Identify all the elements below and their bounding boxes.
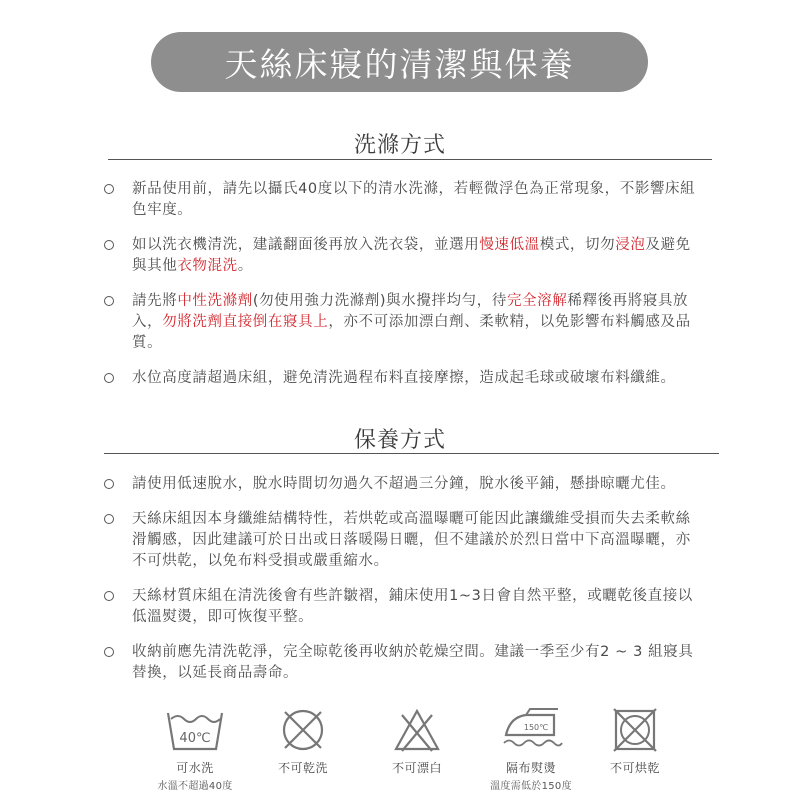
body-text: 稀釋後再將寢具放入， [132, 293, 689, 330]
list-item-text [132, 474, 704, 495]
title-banner [151, 32, 648, 92]
list-item-text [132, 291, 704, 354]
list-item-text [132, 586, 704, 628]
circle-bullet-icon [104, 591, 114, 601]
highlight-text: 慢速低溫 [479, 237, 540, 253]
list-item [104, 509, 704, 572]
wash-section-divider [108, 159, 712, 160]
list-item-text [132, 509, 704, 572]
iron-sub: 溫度需低於150度 [490, 781, 572, 792]
highlight-text: 勿將洗劑直接倒在寢具上 [162, 314, 329, 330]
body-text: 收納前應先清洗乾淨，完全晾乾後再收納於乾燥空間。建議一季至少有2 ~ 3 組寢具替換，以延長商品壽命。 [132, 644, 694, 681]
list-item-text [132, 235, 704, 277]
no-tumble-dry-icon [604, 705, 666, 755]
wash-list [104, 179, 704, 403]
body-text: 請使用低速脫水，脫水時間切勿過久不超過三分鐘，脫水後平鋪，懸掛晾曬尤佳。 [132, 476, 676, 492]
no-dry-clean-symbol [258, 705, 348, 776]
care-section-divider [104, 453, 719, 454]
care-symbols-row [150, 705, 700, 795]
circle-bullet-icon [104, 373, 114, 383]
list-item [104, 179, 704, 221]
body-text: 模式，切勿 [539, 237, 616, 253]
wash-temp-text: 40℃ [179, 731, 211, 746]
no-dry-clean-icon [272, 705, 334, 755]
list-item [104, 368, 704, 389]
iron-label: 隔布熨燙 [505, 761, 556, 775]
iron-temp-text: 150℃ [523, 723, 549, 732]
body-text: 天絲材質床組在清洗後會有些許皺褶，鋪床使用1~3日會自然平整，或曬乾後直接以低溫熨燙，即可恢復平整。 [132, 588, 693, 625]
body-text: 天絲床組因本身纖維結構特性，若烘乾或高溫曝曬可能因此讓纖維受損而失去柔軟絲滑觸感，因此建議可於日出或日落暖陽日曬，但不建議於於烈日當中下高溫曝曬，亦不可烘乾，以免布料受損或嚴重縮水。 [132, 511, 691, 569]
circle-bullet-icon [104, 296, 114, 306]
list-item-text [132, 368, 704, 389]
circle-bullet-icon [104, 647, 114, 657]
no-bleach-label: 不可漂白 [391, 761, 442, 775]
page-title: 天絲床寢的清潔與保養 [224, 44, 575, 84]
iron-symbol [486, 705, 576, 792]
list-item-text [132, 179, 704, 221]
no-bleach-symbol [372, 705, 462, 776]
list-item [104, 642, 704, 684]
no-tumble-dry-label: 不可烘乾 [609, 761, 660, 775]
body-text: 水位高度請超過床組，避免清洗過程布料直接摩擦，造成起毛球或破壞布料纖維。 [132, 370, 676, 386]
care-section-title: 保養方式 [353, 428, 446, 453]
no-tumble-dry-symbol [590, 705, 680, 776]
body-text: ，亦不可添加漂白劑、柔軟精，以免影響布料觸感及品質。 [132, 314, 691, 351]
body-text: 請先將 [132, 293, 178, 309]
body-text: 。 [237, 258, 253, 274]
circle-bullet-icon [104, 514, 114, 524]
body-text: 如以洗衣機清洗，建議翻面後再放入洗衣袋，並選用 [132, 237, 480, 253]
care-list [104, 474, 704, 698]
wash-section-title: 洗滌方式 [353, 133, 446, 158]
wash-40-symbol [150, 705, 240, 792]
list-item-text [132, 642, 704, 684]
iron-icon [496, 705, 566, 755]
wash-tub-icon [164, 705, 226, 755]
wash-label: 可水洗 [176, 761, 214, 775]
circle-bullet-icon [104, 479, 114, 489]
wash-sub: 水溫不超過40度 [157, 781, 233, 792]
highlight-text: 完全溶解 [506, 293, 568, 309]
highlight-text: 中性洗滌劑 [177, 293, 253, 309]
list-item [104, 474, 704, 495]
body-text: 新品使用前，請先以攝氏40度以下的清水洗滌，若輕微浮色為正常現象，不影響床組色牢度。 [132, 181, 696, 218]
list-item [104, 235, 704, 277]
circle-bullet-icon [104, 184, 114, 194]
list-item [104, 586, 704, 628]
highlight-text: 衣物混洗 [177, 258, 238, 274]
body-text: (勿使用強力洗滌劑)與水攪拌均勻，待 [252, 293, 507, 309]
circle-bullet-icon [104, 240, 114, 250]
no-bleach-icon [386, 705, 448, 755]
body-text: 及避免與其他 [132, 237, 691, 274]
list-item [104, 291, 704, 354]
highlight-text: 浸泡 [615, 237, 646, 253]
no-dry-clean-label: 不可乾洗 [277, 761, 328, 775]
